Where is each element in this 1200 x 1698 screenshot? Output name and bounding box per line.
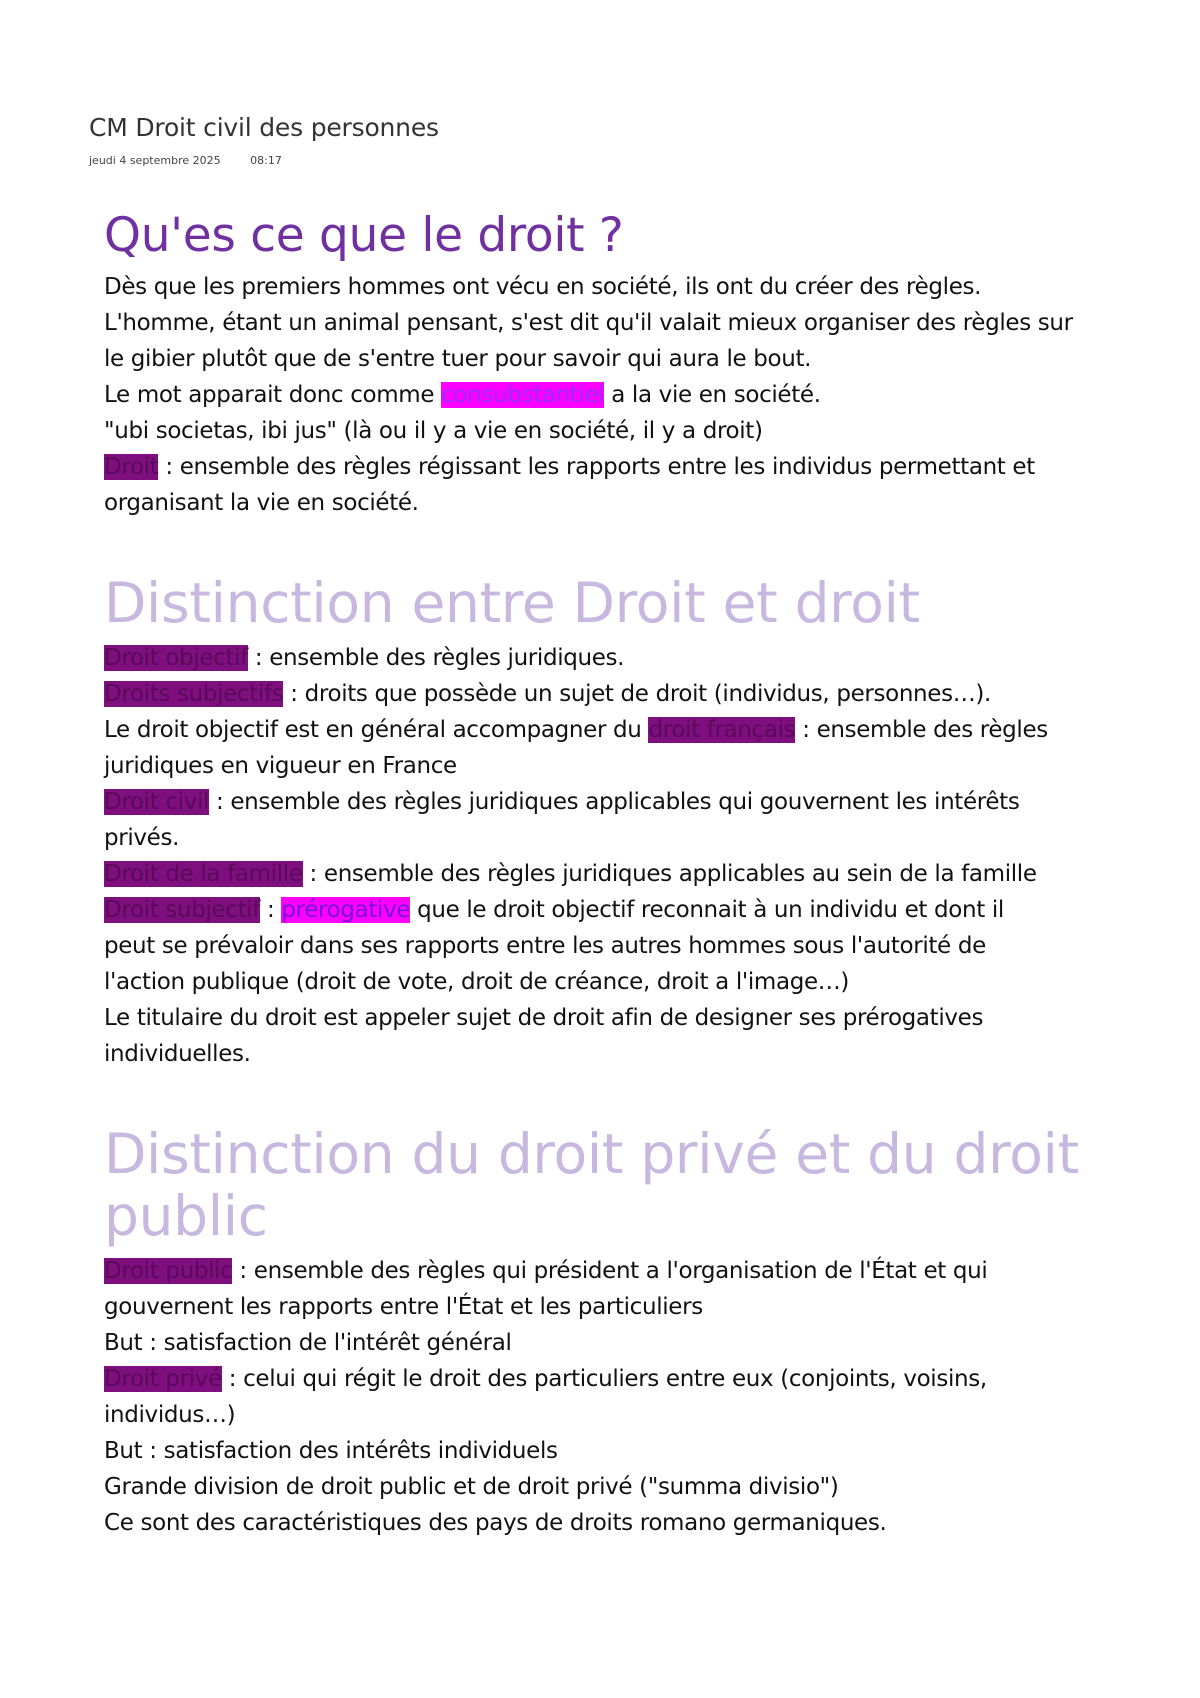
highlighted-term: Droit public xyxy=(104,1258,233,1285)
section-public-private xyxy=(104,1124,1134,1541)
highlighted-term: Droit privé xyxy=(104,1366,222,1393)
heading-line: Distinction du droit privé et du droit xyxy=(104,1122,1079,1187)
text-fragment: : ensemble des règles juridiques. xyxy=(247,645,625,672)
section-heading: Qu'es ce que le droit ? xyxy=(104,208,624,263)
text-line xyxy=(104,676,1134,712)
highlighted-term: Droit subjectif xyxy=(104,897,261,924)
text-line xyxy=(104,1361,1134,1397)
text-fragment: : ensemble des règles régissant les rapports entre les individus permettant et xyxy=(158,453,1035,480)
text-line: organisant la vie en société. xyxy=(104,489,419,516)
highlighted-term: Droit objectif xyxy=(104,645,248,672)
page-date: jeudi 4 septembre 2025 xyxy=(89,154,221,167)
page-timestamp xyxy=(89,154,308,167)
highlighted-term: Droits subjectifs xyxy=(104,681,284,708)
text-line: privés. xyxy=(104,825,180,852)
text-fragment: : ensemble des règles qui président a l'organisation de l'État et qui xyxy=(232,1258,988,1285)
text-line: individuelles. xyxy=(104,1041,251,1068)
text-fragment: : xyxy=(260,897,282,924)
text-fragment: : celui qui régit le droit des particuliers entre eux (conjoints, voisins, xyxy=(221,1366,987,1393)
section-heading xyxy=(104,1124,1134,1247)
text-fragment: Le mot apparait donc comme xyxy=(104,381,442,408)
page-time: 08:17 xyxy=(250,154,282,167)
highlighted-term: Droit de la famille xyxy=(104,861,303,888)
text-line: individus…) xyxy=(104,1402,236,1429)
text-line xyxy=(104,1253,1134,1289)
section-heading: Distinction entre Droit et droit xyxy=(104,570,920,635)
text-line: But : satisfaction de l'intérêt général xyxy=(104,1330,512,1357)
text-line: juridiques en vigueur en France xyxy=(104,753,457,780)
note-body[interactable] xyxy=(104,210,1134,1593)
section-what-is-law xyxy=(104,210,1134,521)
text-fragment: : ensemble des règles xyxy=(795,717,1048,744)
highlighted-term: consubstantiel xyxy=(441,381,605,408)
text-line xyxy=(104,856,1134,892)
text-line: Grande division de droit public et de droit privé ("summa divisio") xyxy=(104,1474,839,1501)
text-fragment: : droits que possède un sujet de droit (individus, personnes…). xyxy=(283,681,991,708)
text-line xyxy=(104,640,1134,676)
text-line: "ubi societas, ibi jus" (là ou il y a vie en société, il y a droit) xyxy=(104,417,763,444)
text-line: But : satisfaction des intérêts individuels xyxy=(104,1438,558,1465)
highlighted-term: prérogative xyxy=(281,897,411,924)
text-line: L'homme, étant un animal pensant, s'est dit qu'il valait mieux organiser des règles sur xyxy=(104,309,1073,336)
text-line xyxy=(104,712,1134,748)
text-fragment: : ensemble des règles juridiques applicables au sein de la famille xyxy=(302,861,1037,888)
text-fragment: a la vie en société. xyxy=(604,381,821,408)
text-line: Dès que les premiers hommes ont vécu en société, ils ont du créer des règles. xyxy=(104,273,982,300)
text-line xyxy=(104,892,1134,928)
text-line xyxy=(104,377,1134,413)
text-line: peut se prévaloir dans ses rapports entre les autres hommes sous l'autorité de xyxy=(104,933,986,960)
page-title: CM Droit civil des personnes xyxy=(89,113,439,142)
highlighted-term: Droit xyxy=(104,453,159,480)
text-line: le gibier plutôt que de s'entre tuer pour savoir qui aura le bout. xyxy=(104,345,812,372)
text-line xyxy=(104,784,1134,820)
text-line: Ce sont des caractéristiques des pays de droits romano germaniques. xyxy=(104,1510,887,1537)
text-line: l'action publique (droit de vote, droit de créance, droit a l'image…) xyxy=(104,969,850,996)
text-fragment: que le droit objectif reconnait à un individu et dont il xyxy=(410,897,1004,924)
text-line xyxy=(104,449,1134,485)
text-line: gouvernent les rapports entre l'État et les particuliers xyxy=(104,1294,703,1321)
highlighted-term: droit français xyxy=(648,717,796,744)
heading-line: public xyxy=(104,1183,268,1248)
text-line: Le titulaire du droit est appeler sujet de droit afin de designer ses prérogatives xyxy=(104,1005,984,1032)
highlighted-term: Droit civil xyxy=(104,789,210,816)
text-fragment: Le droit objectif est en général accompagner du xyxy=(104,717,649,744)
section-droit-distinction xyxy=(104,570,1134,1073)
text-fragment: : ensemble des règles juridiques applicables qui gouvernent les intérêts xyxy=(209,789,1020,816)
